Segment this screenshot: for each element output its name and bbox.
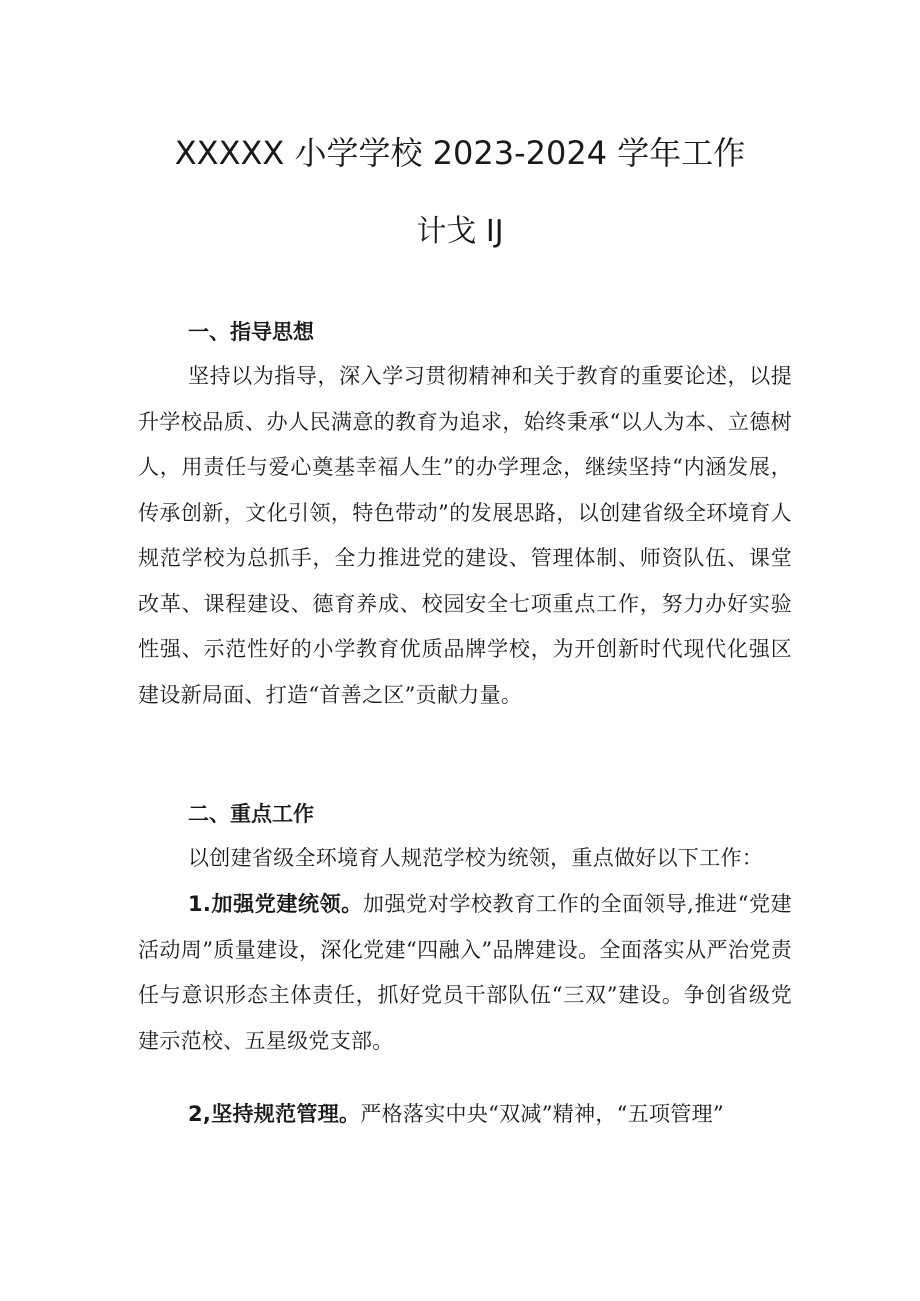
list-item-party-building: [138, 882, 792, 1064]
section-heading-guiding-ideology: 一、指导思想: [188, 320, 314, 344]
document-title-line2: 计戈 IJ: [416, 214, 504, 249]
item-lead-standard-management: 2,坚持规范管理。: [188, 1102, 361, 1126]
item-text-standard-management: 严格落实中央“双减”精神，“五项管理”: [360, 1102, 724, 1126]
item-lead-party-building: 1.加强党建统领。: [188, 892, 363, 916]
document-title-line1: XXXXX 小学学校 2023-2024 学年工作: [174, 134, 746, 172]
item-text-party-building: 加强党对学校教育工作的全面领导,推进“党建活动周”质量建设，深化党建“四融入”品牌建设。全面落实从严治党责任与意识形态主体责任，抓好党员干部队伍“三双”建设。争创省级党建示范校、五星级党支部。: [138, 892, 792, 1053]
list-item-standard-management: [138, 1092, 792, 1138]
section-paragraph-key-work: 以创建省级全环境育人规范学校为统领，重点做好以下工作：: [188, 846, 764, 870]
section-heading-key-work: 二、重点工作: [188, 802, 314, 826]
section-paragraph-guiding-ideology: 坚持以为指导，深入学习贯彻精神和关于教育的重要论述，以提升学校品质、办人民满意的教育为追求，始终秉承“以人为本、立德树人，用责任与爱心奠基幸福人生”的办学理念，继续坚持“内涵发展，传承创新，文化引领，特色带动”的发展思路，以创建省级全环境育人规范学校为总抓手，全力推进党的建设、管理体制、师资队伍、课堂改革、课程建设、德育养成、校园安全七项重点工作，努力办好实验性强、示范性好的小学教育优质品牌学校，为开创新时代现代化强区建设新局面、打造“首善之区”贡献力量。: [138, 364, 792, 707]
